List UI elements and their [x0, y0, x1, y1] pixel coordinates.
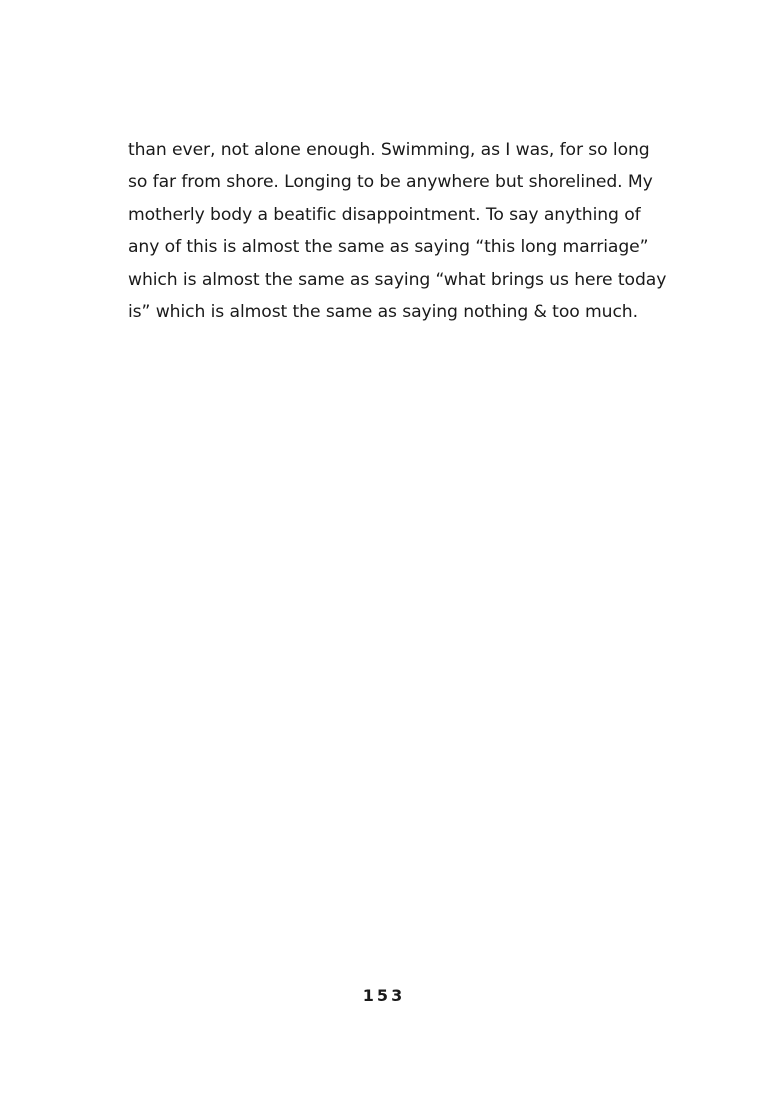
text-line: any of this is almost the same as saying “this long marriage” — [128, 237, 649, 258]
text-line: which is almost the same as saying “what brings us here today — [128, 269, 667, 290]
page-number: 153 — [362, 986, 406, 1005]
text-line: so far from shore. Longing to be anywhere but shorelined. My — [128, 172, 653, 193]
text-line: is” which is almost the same as saying nothing & too much. — [128, 301, 638, 322]
text-line: motherly body a beatific disappointment. To say anything of — [128, 204, 641, 225]
body-text — [128, 134, 667, 328]
text-line: than ever, not alone enough. Swimming, as I was, for so long — [128, 140, 650, 160]
